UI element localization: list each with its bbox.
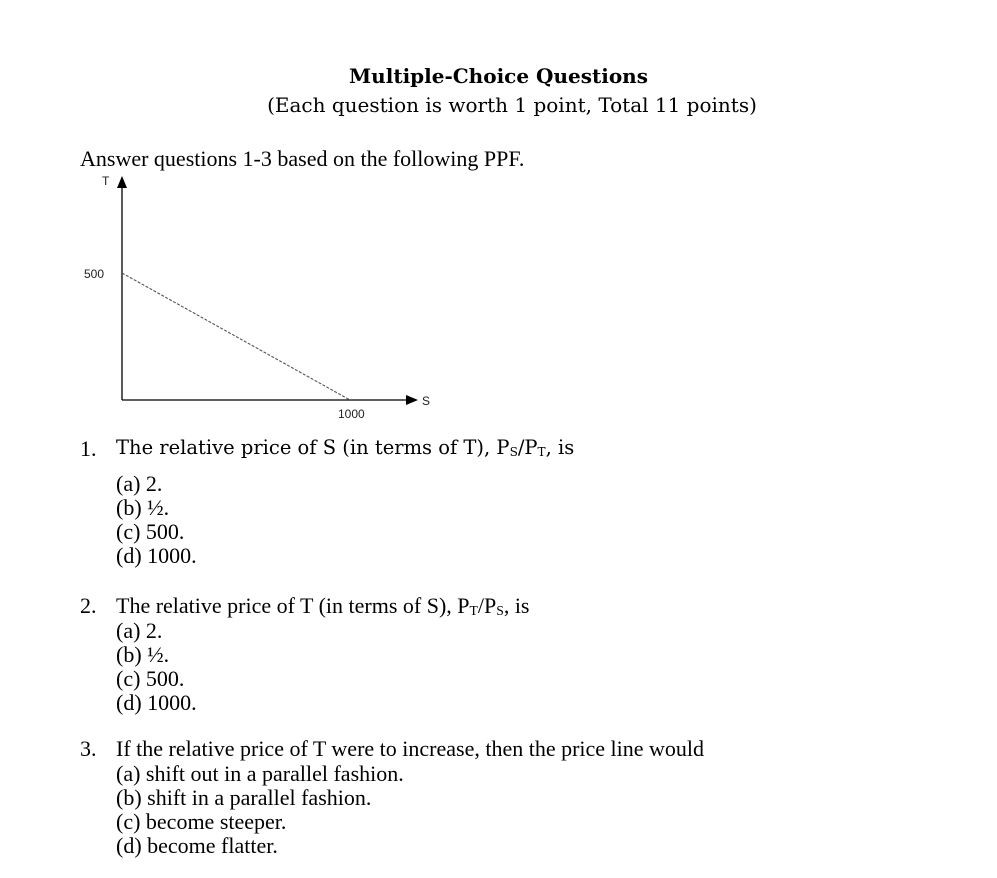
question-stem: The relative price of T (in terms of S), $P_T/P_S$, is (116, 593, 530, 619)
option-b: (b) ½. (116, 495, 170, 520)
intro-text: Answer questions 1-3 based on the following PPF. (80, 146, 525, 171)
option-b: (b) shift in a parallel fashion. (116, 785, 372, 810)
question-number: 2. (80, 593, 97, 618)
option-d: (d) 1000. (116, 543, 197, 568)
option-c: (c) become steeper. (116, 809, 287, 834)
page-subtitle: (Each question is worth 1 point, Total 11 points) (267, 93, 757, 117)
option-a: (a) shift out in a parallel fashion. (116, 761, 404, 786)
option-c: (c) 500. (116, 519, 185, 544)
question-stem: The relative price of S (in terms of T), $P_S/P_T$, is (116, 436, 575, 459)
y-axis-label: T (102, 174, 110, 188)
question-stem: If the relative price of T were to increase, then the price line would (116, 736, 705, 761)
question-3 (80, 736, 704, 858)
option-c: (c) 500. (116, 666, 185, 692)
y-tick-label: 500 (84, 267, 105, 281)
x-axis-arrow (406, 395, 418, 405)
y-axis-arrow (117, 176, 127, 188)
x-tick-label: 1000 (338, 407, 365, 421)
ppf-chart (70, 170, 450, 430)
ppf-line (122, 273, 350, 400)
option-b: (b) ½. (116, 642, 170, 668)
option-a: (a) 2. (116, 471, 163, 496)
option-a: (a) 2. (116, 618, 163, 644)
question-number: 3. (80, 736, 97, 761)
page-title: Multiple-Choice Questions (349, 64, 648, 88)
option-d: (d) become flatter. (116, 833, 278, 858)
x-axis-label: S (422, 394, 431, 408)
question-number: 1. (80, 436, 97, 461)
option-d: (d) 1000. (116, 690, 197, 716)
question-2 (80, 593, 530, 715)
question-1 (80, 436, 574, 568)
